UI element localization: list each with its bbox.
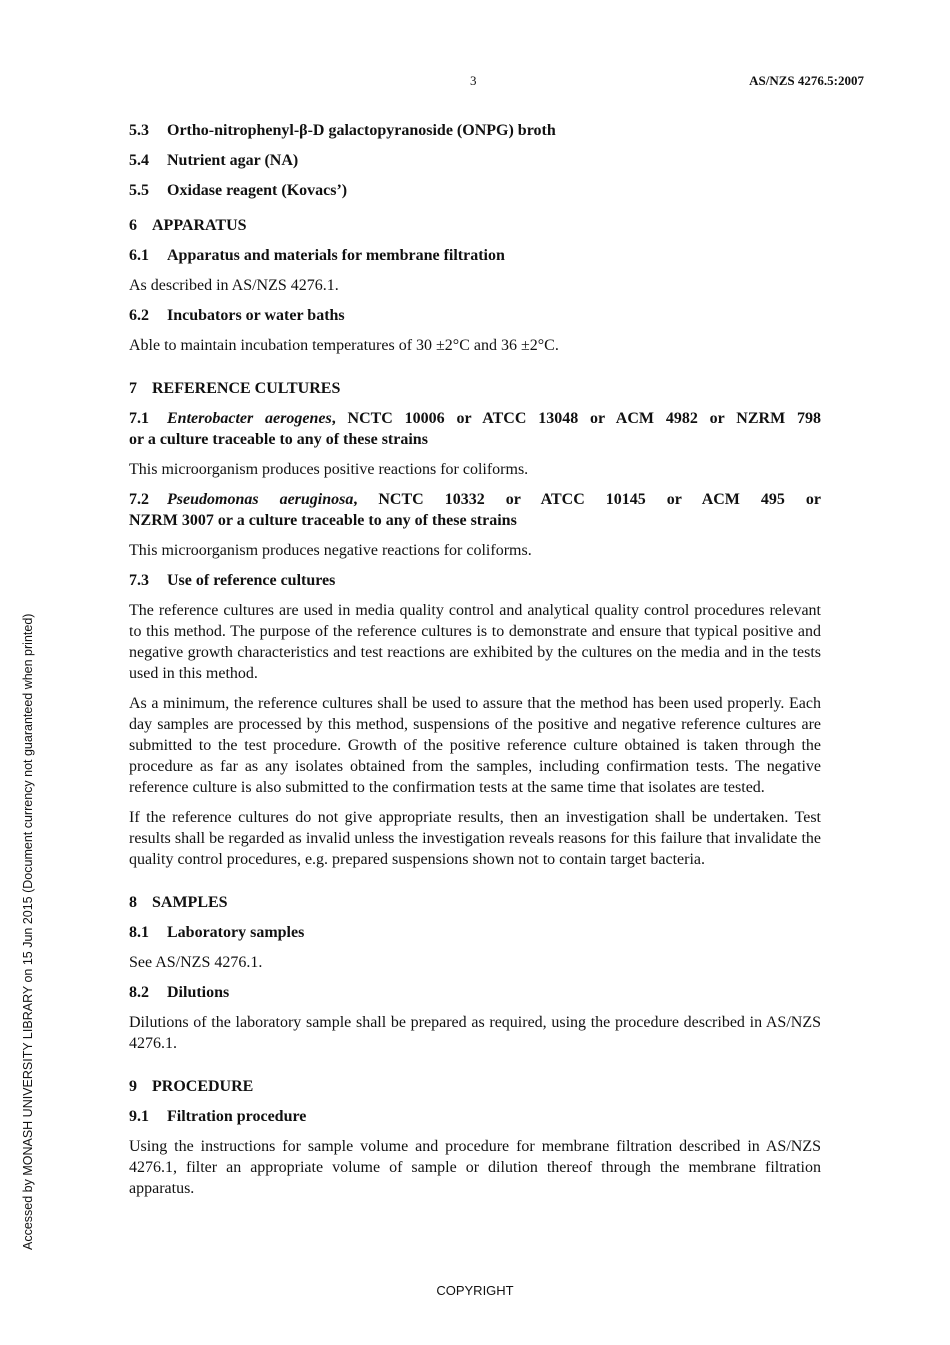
heading-8	[129, 892, 821, 913]
section-number: 7.3	[129, 572, 149, 589]
heading-7-3	[129, 570, 821, 591]
heading-8-1	[129, 922, 821, 943]
copyright-footer: COPYRIGHT	[436, 1283, 514, 1298]
page-number: 3	[470, 73, 477, 88]
heading-7-1	[129, 408, 821, 450]
section-title: Nutrient agar (NA)	[167, 152, 299, 169]
section-title: Apparatus and materials for membrane filtration	[167, 247, 505, 264]
section-number: 6.1	[129, 247, 149, 264]
heading-line	[129, 408, 821, 429]
section-number: 7.2	[129, 491, 149, 508]
document-body	[129, 120, 821, 1208]
heading-5-3	[129, 120, 821, 141]
paragraph-6-2: Able to maintain incubation temperatures of 30 ±2°C and 36 ±2°C.	[129, 337, 559, 354]
section-number: 6	[129, 217, 137, 234]
section-title: Ortho-nitrophenyl-β-D galactopyranoside (ONPG) broth	[167, 122, 556, 139]
heading-text: , NCTC 10332 or ATCC 10145 or ACM 495 or	[353, 491, 822, 508]
heading-5-5	[129, 180, 821, 201]
section-number: 8	[129, 894, 137, 911]
section-number: 9	[129, 1078, 137, 1095]
section-title: Oxidase reagent (Kovacs’)	[167, 182, 348, 199]
section-number: 5.5	[129, 182, 149, 199]
paragraph-7-3-3: If the reference cultures do not give appropriate results, then an investigation shall be undertaken. Test results shall be regarded as invalid unless the investigation reveals reasons for this failure that invalidate the quality control procedures, e.g. prepared suspensions shown not to contain target bacteria.	[129, 809, 821, 868]
standard-number: AS/NZS 4276.5:2007	[749, 73, 864, 88]
heading-6	[129, 215, 821, 236]
heading-text: , NCTC 10006 or ATCC 13048 or ACM 4982 or NZRM 798	[331, 410, 822, 427]
heading-7	[129, 378, 821, 399]
paragraph-7-2: This microorganism produces negative reactions for coliforms.	[129, 542, 532, 559]
section-title: Laboratory samples	[167, 924, 305, 941]
section-title: PROCEDURE	[152, 1078, 254, 1095]
paragraph-7-3-1: The reference cultures are used in media quality control and analytical quality control procedures relevant to this method. The purpose of the reference cultures is to demonstrate and ensure that typical positive and negative growth characteristics and test reactions are exhibited by the cultures on the media and in the tests used in this method.	[129, 602, 821, 682]
section-title: Filtration procedure	[167, 1108, 307, 1125]
paragraph-6-1: As described in AS/NZS 4276.1.	[129, 277, 339, 294]
heading-6-2	[129, 305, 821, 326]
paragraph-8-2: Dilutions of the laboratory sample shall be prepared as required, using the procedure described in AS/NZS 4276.1.	[129, 1014, 821, 1052]
heading-7-2	[129, 489, 821, 531]
heading-line: NZRM 3007 or a culture traceable to any of these strains	[129, 512, 517, 529]
section-number: 9.1	[129, 1108, 149, 1125]
heading-9	[129, 1076, 821, 1097]
section-title: SAMPLES	[152, 894, 228, 911]
section-number: 7.1	[129, 410, 149, 427]
section-number: 8.2	[129, 984, 149, 1001]
section-number: 7	[129, 380, 137, 397]
heading-5-4	[129, 150, 821, 171]
paragraph-9-1: Using the instructions for sample volume and procedure for membrane filtration described in AS/NZS 4276.1, filter an appropriate volume of sample or dilution thereof through the membrane filtration apparatus.	[129, 1138, 821, 1197]
organism-name: Enterobacter aerogenes	[167, 410, 332, 427]
section-title: Incubators or water baths	[167, 307, 345, 324]
paragraph-7-1: This microorganism produces positive reactions for coliforms.	[129, 461, 529, 478]
heading-6-1	[129, 245, 821, 266]
section-title: Use of reference cultures	[167, 572, 336, 589]
paragraph-8-1: See AS/NZS 4276.1.	[129, 954, 263, 971]
section-number: 8.1	[129, 924, 149, 941]
heading-line: or a culture traceable to any of these strains	[129, 431, 428, 448]
access-watermark: Accessed by MONASH UNIVERSITY LIBRARY on 15 Jun 2015 (Document currency not guaranteed when printed)	[21, 613, 35, 1250]
section-number: 6.2	[129, 307, 149, 324]
paragraph-7-3-2: As a minimum, the reference cultures shall be used to assure that the method has been used properly. Each day samples are processed by this method, suspensions of the positive and negative reference cultures are submitted to the test procedure. Growth of the positive reference culture obtained is taken through the procedure as far as any isolates obtained from the samples, including confirmation tests. The negative reference culture is also submitted to the confirmation tests at the same time that isolates are tested.	[129, 695, 821, 796]
section-number: 5.4	[129, 152, 149, 169]
section-title: Dilutions	[167, 984, 230, 1001]
organism-name: Pseudomonas aeruginosa	[167, 491, 354, 508]
section-title: REFERENCE CULTURES	[152, 380, 341, 397]
heading-9-1	[129, 1106, 821, 1127]
section-number: 5.3	[129, 122, 149, 139]
heading-line	[129, 489, 821, 510]
heading-8-2	[129, 982, 821, 1003]
section-title: APPARATUS	[152, 217, 247, 234]
